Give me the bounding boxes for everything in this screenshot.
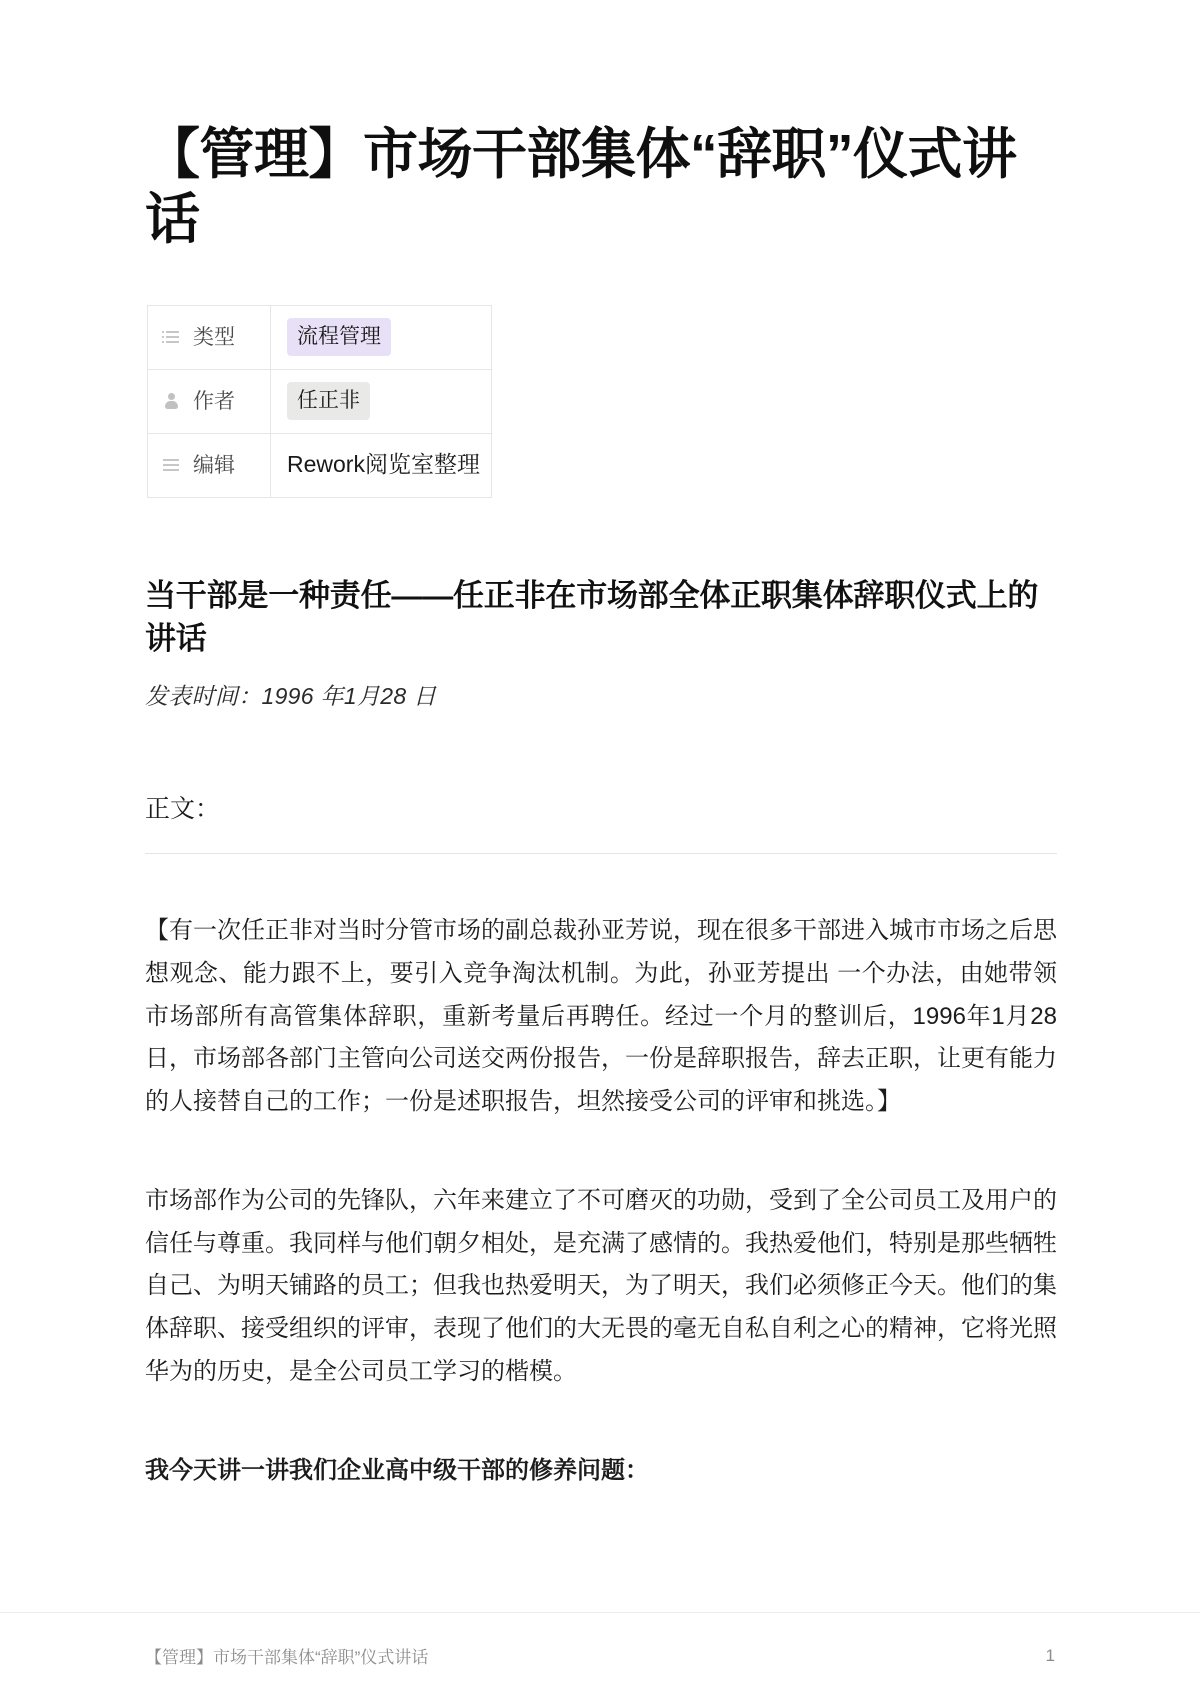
property-value-author (271, 369, 492, 433)
property-label-author: 作者 (148, 369, 271, 433)
body-label: 正文： (145, 795, 221, 824)
editor-value: Rework阅览室整理 (287, 451, 480, 478)
paragraph-bracket-intro: 【有一次任正非对当时分管市场的副总裁孙亚芳说，现在很多干部进入城市市场之后思想观念、能力跟不上，要引入竞争淘汰机制。为此，孙亚芳提出 一个办法，由她带领市场部所有高管集体辞职，重新考量后再聘任。经过一个月的整训后，1996年1月28日，市场部各部门主管向公司送交两份报告，一份是辞职报告，辞去正职，让更有能力的人接替自己的工作；一份是述职报告，坦然接受公司的评审和挑选。】 (145, 917, 1057, 1116)
author-badge: 任正非 (287, 382, 370, 420)
footer-title: 【管理】市场干部集体“辞职”仪式讲话 (145, 1648, 429, 1667)
paragraph-topic-lead: 我今天讲一讲我们企业高中级干部的修养问题： (145, 1456, 649, 1484)
property-label-type: 类型 (148, 305, 271, 369)
page-footer (0, 1612, 1200, 1698)
table-row (148, 305, 492, 369)
publish-date: 发表时间：1996 年1月28 日 (145, 683, 437, 710)
property-table (147, 305, 492, 498)
property-value-type (271, 305, 492, 369)
divider (145, 853, 1057, 854)
page-title: 【管理】市场干部集体“辞职”仪式讲话 (145, 123, 1017, 250)
table-row (148, 433, 492, 497)
lines-icon (162, 456, 180, 474)
status-badge: 流程管理 (287, 318, 391, 356)
property-value-editor (271, 433, 492, 497)
paragraph-vanguard: 市场部作为公司的先锋队，六年来建立了不可磨灭的功勋，受到了全公司员工及用户的信任与尊重。我同样与他们朝夕相处，是充满了感情的。我热爱他们，特别是那些牺牲自己、为明天铺路的员工；但我也热爱明天，为了明天，我们必须修正今天。他们的集体辞职、接受组织的评审，表现了他们的大无畏的毫无自私自利之心的精神，它将光照华为的历史，是全公司员工学习的楷模。 (145, 1186, 1057, 1385)
list-icon (162, 328, 180, 346)
section-heading: 当干部是一种责任——任正非在市场部全体正职集体辞职仪式上的讲话 (145, 577, 1039, 656)
footer-page-number: 1 (1045, 1645, 1055, 1665)
property-label-editor: 编辑 (148, 433, 271, 497)
table-row (148, 369, 492, 433)
person-icon (162, 392, 180, 410)
